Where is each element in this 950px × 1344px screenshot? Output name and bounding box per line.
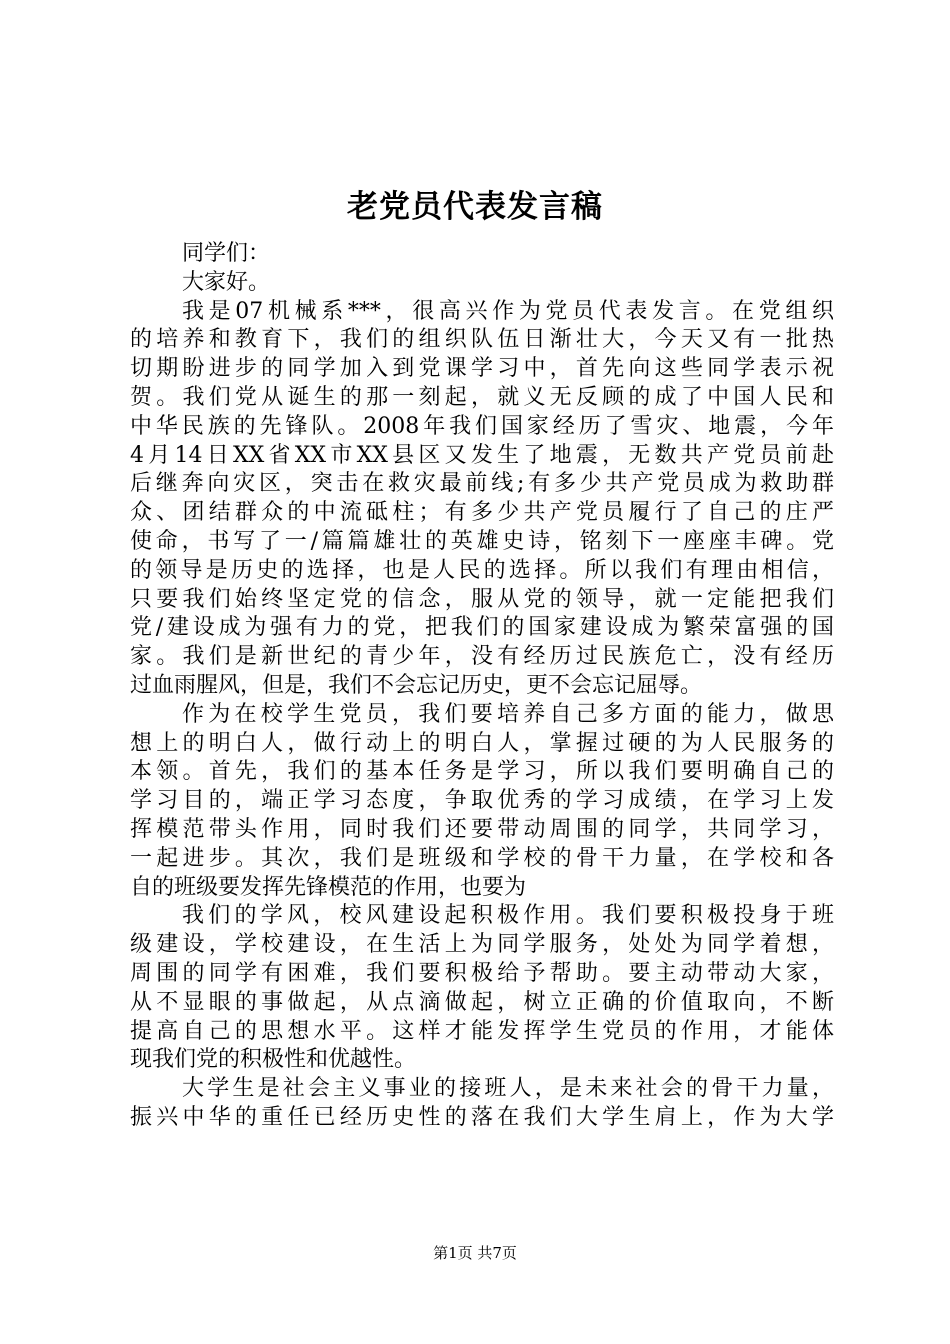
text-line: 一起进步。其次，我们是班级和学校的骨干力量，在学校和各	[130, 845, 834, 871]
text-line: 现我们党的积极性和优越性。	[130, 1047, 417, 1073]
page-indicator: 第1页 共7页	[433, 1244, 517, 1262]
text-line: 我们的学风，校风建设起积极作用。我们要积极投身于班	[182, 903, 834, 929]
text-line: 众、团结群众的中流砥柱；有多少共产党员履行了自己的庄严	[130, 500, 834, 526]
text-line: 本领。首先，我们的基本任务是学习，所以我们要明确自己的	[130, 759, 834, 785]
text-line: 挥模范带头作用，同时我们还要带动周围的同学，共同学习，	[130, 816, 834, 842]
text-line: 4月14日XX省XX市XX县区又发生了地震，无数共产党员前赴	[130, 442, 834, 468]
text-line: 大家好。	[182, 269, 271, 295]
text-line: 自的班级要发挥先锋模范的作用，也要为	[130, 874, 527, 900]
text-line: 党/建设成为强有力的党，把我们的国家建设成为繁荣富强的国	[130, 615, 834, 641]
text-line: 的领导是历史的选择，也是人民的选择。所以我们有理由相信，	[130, 557, 834, 583]
document-body	[130, 240, 834, 1133]
document-title: 老党员代表发言稿	[347, 189, 603, 225]
text-line: 中华民族的先锋队。2008年我们国家经历了雪灾、地震，今年	[130, 413, 834, 439]
text-line: 作为在校学生党员，我们要培养自己多方面的能力，做思	[182, 701, 834, 727]
text-line: 振兴中华的重任已经历史性的落在我们大学生肩上，作为大学	[130, 1104, 834, 1130]
text-line: 的培养和教育下，我们的组织队伍日渐壮大，今天又有一批热	[130, 327, 834, 353]
text-line: 过血雨腥风，但是，我们不会忘记历史，更不会忘记屈辱。	[130, 672, 703, 698]
text-line: 同学们：	[182, 241, 271, 266]
text-line: 只要我们始终坚定党的信念，服从党的领导，就一定能把我们	[130, 586, 834, 612]
text-line: 使命，书写了一/篇篇雄壮的英雄史诗，铭刻下一座座丰碑。党	[130, 528, 834, 554]
text-line: 周围的同学有困难，我们要积极给予帮助。要主动带动大家，	[130, 960, 834, 986]
text-line: 大学生是社会主义事业的接班人，是未来社会的骨干力量，	[182, 1076, 834, 1102]
text-line: 切期盼进步的同学加入到党课学习中，首先向这些同学表示祝	[130, 356, 834, 382]
text-line: 我是07机械系***，很高兴作为党员代表发言。在党组织	[182, 298, 834, 324]
text-line: 家。我们是新世纪的青少年，没有经历过民族危亡，没有经历	[130, 644, 834, 670]
text-line: 学习目的，端正学习态度，争取优秀的学习成绩，在学习上发	[130, 788, 834, 814]
text-line: 级建设，学校建设，在生活上为同学服务，处处为同学着想，	[130, 932, 834, 958]
text-line: 贺。我们党从诞生的那一刻起，就义无反顾的成了中国人民和	[130, 384, 834, 410]
text-line: 提高自己的思想水平。这样才能发挥学生党员的作用，才能体	[130, 1018, 834, 1044]
text-line: 后继奔向灾区，突击在救灾最前线;有多少共产党员成为救助群	[130, 471, 834, 497]
text-line: 想上的明白人，做行动上的明白人，掌握过硬的为人民服务的	[130, 730, 834, 756]
text-line: 从不显眼的事做起，从点滴做起，树立正确的价值取向，不断	[130, 989, 834, 1015]
